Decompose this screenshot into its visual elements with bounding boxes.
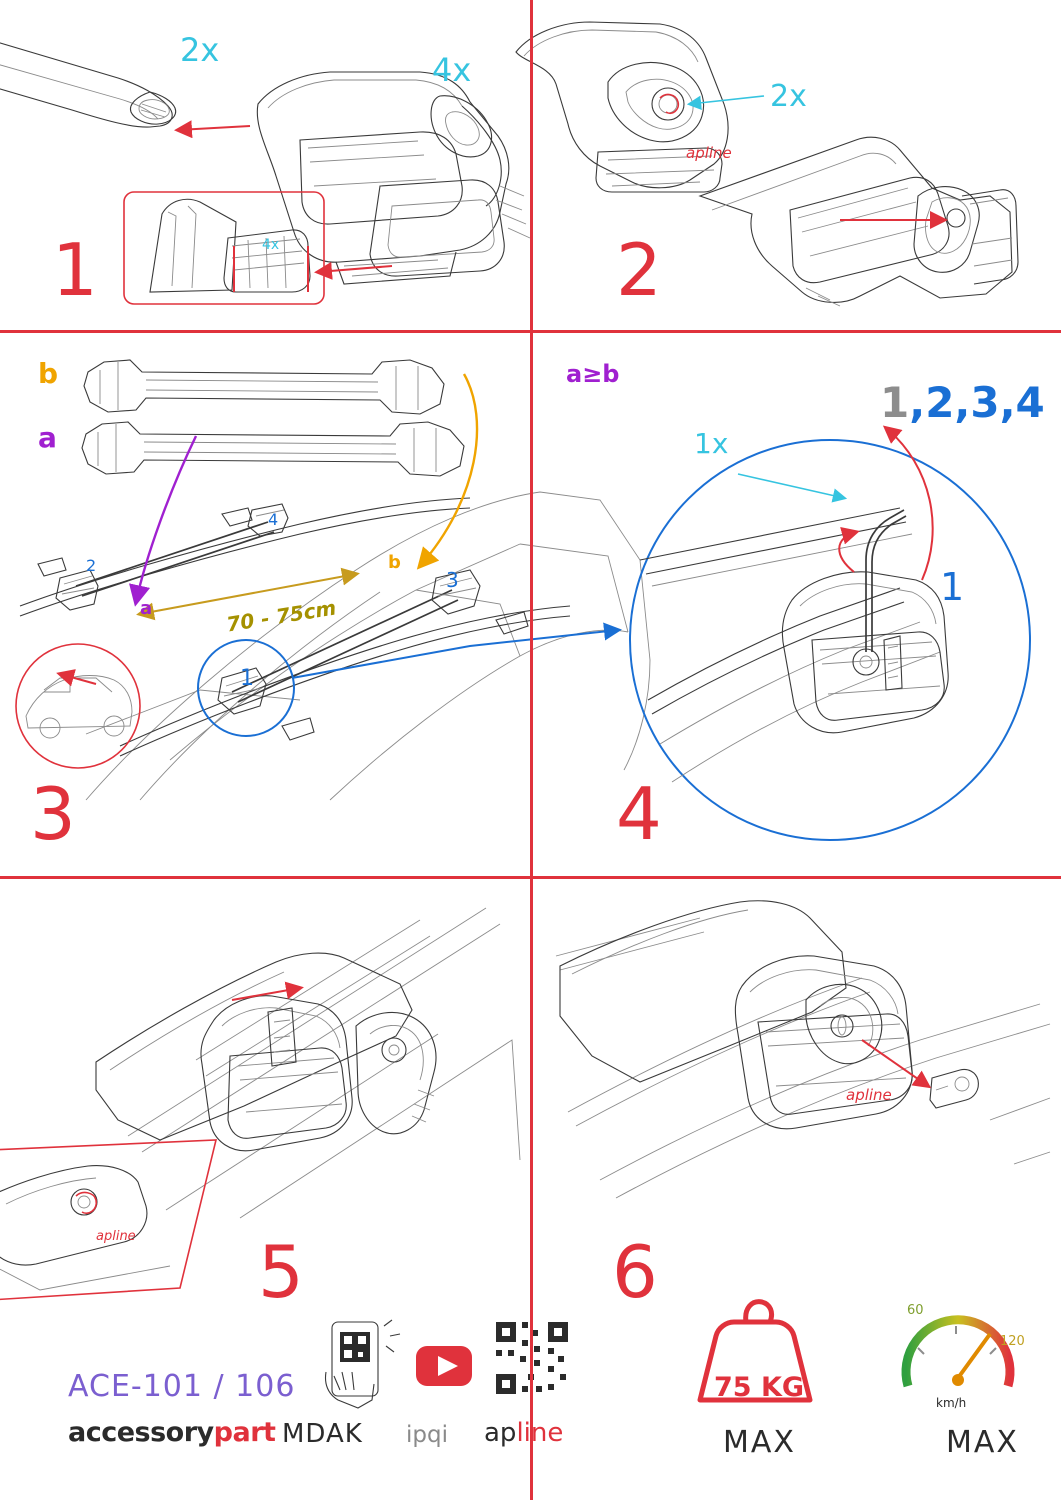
annotation-qty-foot: 4x — [432, 51, 472, 89]
product-code: ACE-101 / 106 — [68, 1369, 296, 1404]
brand-accessorypart — [68, 1417, 275, 1448]
youtube-icon — [416, 1346, 472, 1386]
step-number-2: 2 — [616, 228, 663, 312]
step3-drawing — [16, 357, 650, 800]
gauge-tick-max: 120 — [1000, 1334, 1025, 1349]
annotation-tool-qty: 1x — [694, 427, 729, 460]
brand-accessorypart-first: accessory — [68, 1417, 214, 1448]
annotation-qty-pad: 4x — [262, 237, 280, 253]
brand-apline-second: line — [516, 1418, 564, 1448]
speed-unit-label: km/h — [936, 1396, 967, 1410]
brand-apline-first: ap — [484, 1418, 517, 1448]
step6-drawing — [556, 901, 1050, 1198]
brand-ipqi: ipqi — [406, 1422, 448, 1448]
max-weight-value: 75 KG — [714, 1372, 805, 1403]
qr-scan-hand-icon — [326, 1320, 401, 1408]
annotation-bar-b: b — [38, 357, 59, 390]
brand-mdak: MDAK — [282, 1419, 363, 1449]
step-number-4: 4 — [616, 772, 663, 856]
annotation-roof-b: b — [388, 552, 401, 573]
brand-apline — [484, 1418, 563, 1448]
speed-gauge-icon — [906, 1320, 1010, 1386]
annotation-position-4: 4 — [268, 510, 279, 529]
annotation-order-sequence: 1,2,3,4 — [880, 378, 1045, 427]
step2-drawing — [516, 22, 1018, 312]
step-number-6: 6 — [612, 1230, 659, 1314]
step-number-3: 3 — [30, 772, 77, 856]
annotation-condition-ab: a≥b — [566, 360, 620, 388]
column-divider-top — [530, 0, 533, 330]
svg-text:apline: apline — [686, 144, 732, 162]
annotation-position-2: 2 — [86, 556, 97, 575]
annotation-qty-lock: 2x — [770, 79, 807, 114]
svg-text:apline: apline — [846, 1086, 892, 1104]
step-number-1: 1 — [52, 228, 99, 312]
gauge-tick-min: 60 — [907, 1303, 924, 1318]
brand-accessorypart-second: part — [213, 1417, 276, 1448]
annotation-qty-bar: 2x — [180, 31, 220, 69]
annotation-first-step: 1 — [940, 565, 965, 609]
annotation-roof-a: a — [140, 598, 153, 619]
annotation-bar-a: a — [38, 421, 57, 454]
svg-text:apline: apline — [96, 1229, 136, 1244]
step4-drawing — [630, 428, 1030, 840]
annotation-position-1: 1 — [240, 666, 254, 691]
max-weight-label: MAX — [723, 1425, 796, 1460]
column-divider-mid — [530, 333, 533, 876]
annotation-distance: 70 - 75cm — [224, 595, 338, 637]
max-speed-label: MAX — [946, 1425, 1019, 1460]
step-number-5: 5 — [258, 1230, 305, 1314]
column-divider-bottom — [530, 879, 533, 1500]
annotation-position-3: 3 — [446, 568, 459, 592]
